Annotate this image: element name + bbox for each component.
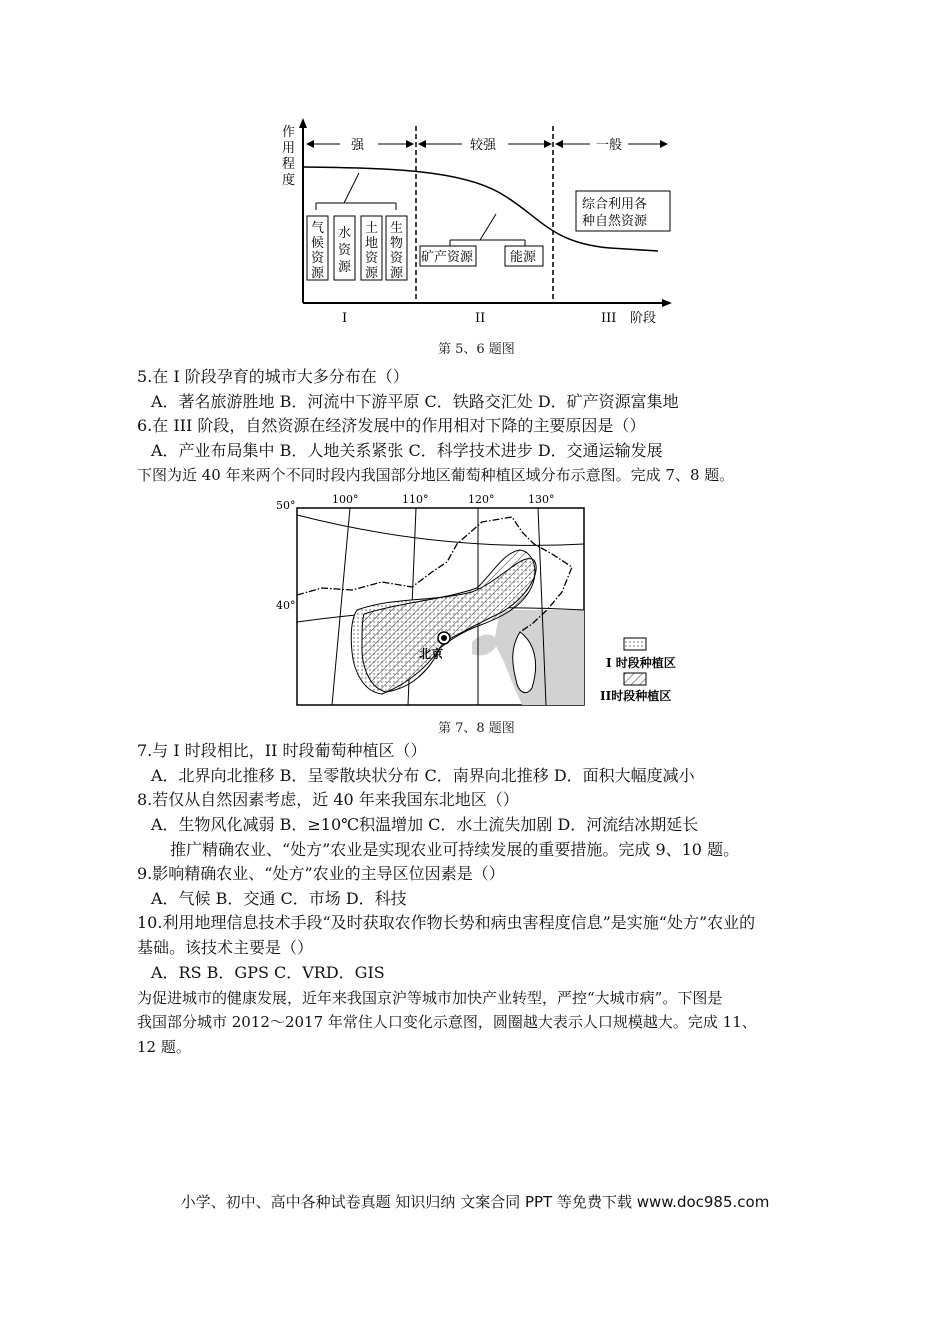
- stage-strength-1: 强: [351, 138, 365, 153]
- question-6: 6.在 III 阶段，自然资源在经济发展中的作用相对下降的主要原因是（）: [137, 416, 646, 435]
- climate-resource-3: 资: [311, 251, 325, 266]
- question-6-options: A．产业布局集中 B．人地关系紧张 C．科学技术进步 D．交通运输发展: [151, 441, 663, 460]
- land-resource-3: 资: [365, 251, 379, 266]
- legend-period1-label: I 时段种植区: [606, 656, 676, 670]
- energy-resource: 能源: [510, 250, 537, 265]
- stage-resource-diagram: [270, 118, 680, 333]
- water-resource-3: 源: [338, 260, 352, 275]
- figure2-caption: 第 7、8 题图: [438, 721, 515, 736]
- question-7: 7.与 I 时段相比，II 时段葡萄种植区（）: [137, 741, 427, 760]
- legend-period1-swatch: [624, 638, 646, 650]
- question-10-line2: 基础。该技术主要是（）: [137, 938, 314, 957]
- stage-strength-2: 较强: [470, 138, 497, 153]
- legend-period2-label: II时段种植区: [600, 689, 672, 703]
- grape-planting-map: [272, 492, 692, 714]
- lon-label-110: 110°: [402, 493, 429, 506]
- water-resource-2: 资: [338, 243, 352, 258]
- intro-11-12-line2: 我国部分城市 2012～2017 年常住人口变化示意图，圆圈越大表示人口规模越大。完成 11、: [137, 1013, 757, 1031]
- stage-strength-3: 一般: [596, 138, 623, 153]
- lat-label-40: 40°: [276, 599, 296, 612]
- question-5-options: A．著名旅游胜地 B．河流中下游平原 C．铁路交汇处 D．矿产资源富集地: [151, 392, 679, 411]
- question-8: 8.若仅从自然因素考虑，近 40 年来我国东北地区（）: [137, 790, 519, 809]
- question-9-options: A．气候 B．交通 C．市场 D．科技: [151, 889, 407, 908]
- mineral-resource: 矿产资源: [421, 250, 474, 265]
- bio-resource-4: 源: [390, 266, 404, 281]
- bio-resource-3: 资: [390, 251, 404, 266]
- beijing-label: 北京: [419, 647, 444, 661]
- intro-11-12-line3: 12 题。: [137, 1038, 191, 1056]
- stage-label-2: II: [475, 311, 486, 326]
- intro-9-10: 推广精确农业、“处方”农业是实现农业可持续发展的重要措施。完成 9、10 题。: [170, 840, 740, 859]
- legend-period2-swatch: [624, 673, 646, 685]
- stage-label-1: I: [342, 311, 348, 326]
- climate-resource-2: 候: [311, 236, 325, 251]
- climate-resource-4: 源: [311, 266, 325, 281]
- question-10-line1: 10.利用地理信息技术手段“及时获取农作物长势和病虫害程度信息”是实施“处方”农业的: [137, 913, 756, 932]
- land-resource-1: 土: [365, 221, 379, 236]
- page-footer: 小学、初中、高中各种试卷真题 知识归纳 文案合同 PPT 等免费下载 www.doc985.com: [180, 1193, 770, 1211]
- stage-label-3: III: [601, 311, 617, 326]
- y-axis-label-4: 度: [282, 173, 296, 188]
- y-axis-label-2: 用: [282, 141, 296, 156]
- question-8-options: A．生物风化减弱 B．≥10℃积温增加 C．水土流失加剧 D．河流结冰期延长: [151, 815, 699, 834]
- land-resource-4: 源: [365, 266, 379, 281]
- lat-label-50: 50°: [276, 499, 296, 512]
- question-9: 9.影响精确农业、“处方”农业的主导区位因素是（）: [137, 864, 505, 883]
- question-5: 5.在 I 阶段孕育的城市大多分布在（）: [137, 367, 409, 386]
- climate-resource-1: 气: [311, 221, 325, 236]
- land-resource-2: 地: [365, 236, 379, 251]
- integrated-resource-line1: 综合利用各: [582, 197, 648, 212]
- y-axis-label-1: 作: [282, 125, 296, 140]
- intro-7-8: 下图为近 40 年来两个不同时段内我国部分地区葡萄种植区域分布示意图。完成 7、8 题。: [137, 466, 735, 484]
- water-resource-1: 水: [338, 226, 352, 241]
- lon-label-120: 120°: [468, 493, 495, 506]
- lon-label-100: 100°: [332, 493, 359, 506]
- question-10-options: A．RS B．GPS C．VRD．GIS: [151, 963, 385, 982]
- figure1-caption: 第 5、6 题图: [438, 342, 515, 357]
- integrated-resource-line2: 种自然资源: [582, 214, 648, 229]
- question-7-options: A．北界向北推移 B．呈零散块状分布 C．南界向北推移 D．面积大幅度减小: [151, 766, 695, 785]
- bio-resource-1: 生: [390, 221, 404, 236]
- bio-resource-2: 物: [390, 236, 404, 251]
- y-axis-label-3: 程: [282, 157, 296, 172]
- x-axis-label: 阶段: [630, 311, 657, 326]
- intro-11-12-line1: 为促进城市的健康发展，近年来我国京沪等城市加快产业转型，严控“大城市病”。下图是: [137, 989, 723, 1007]
- lon-label-130: 130°: [528, 493, 555, 506]
